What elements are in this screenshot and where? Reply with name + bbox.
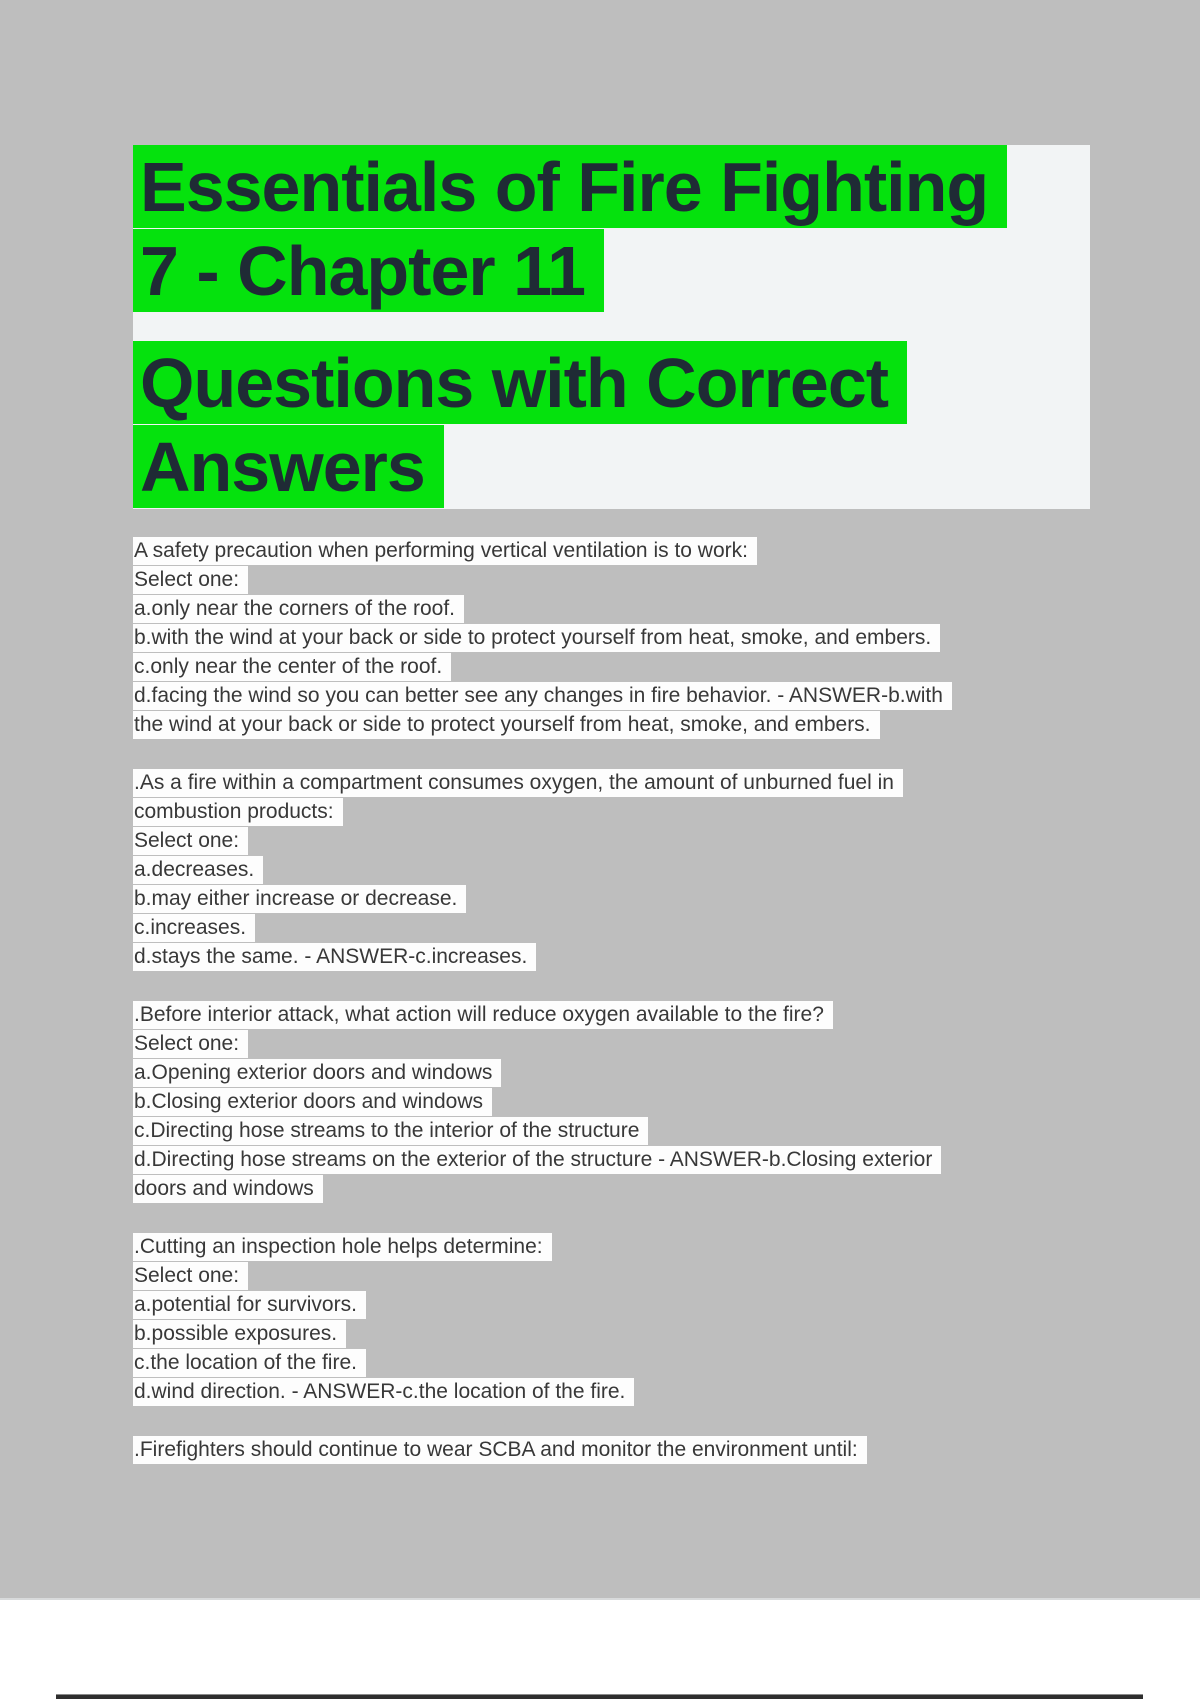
question-line-text: d.facing the wind so you can better see any changes in fire behavior. - ANSWER-b.with [133, 682, 952, 710]
question-line-text: .Before interior attack, what action will reduce oxygen available to the fire? [133, 1001, 833, 1029]
question-line-text: Select one: [133, 827, 248, 855]
question-line-text: b.may either increase or decrease. [133, 885, 466, 913]
page-bottom-margin [0, 1598, 1200, 1700]
question-line [133, 826, 1133, 855]
title-line-1: Essentials of Fire Fighting [133, 145, 1007, 228]
question-line-text: .As a fire within a compartment consumes oxygen, the amount of unburned fuel in [133, 769, 903, 797]
question-line [133, 1319, 1133, 1348]
question-line-text: a.only near the corners of the roof. [133, 595, 464, 623]
question-line [133, 1232, 1133, 1261]
question-line-text: c.increases. [133, 914, 255, 942]
question-line-text: b.possible exposures. [133, 1320, 346, 1348]
question-line-text: .Cutting an inspection hole helps determine: [133, 1233, 552, 1261]
question-2 [133, 768, 1133, 971]
question-line [133, 565, 1133, 594]
question-line-text: Select one: [133, 566, 248, 594]
question-line [133, 1087, 1133, 1116]
question-line-text: combustion products: [133, 798, 343, 826]
question-line [133, 652, 1133, 681]
question-line-text: c.Directing hose streams to the interior of the structure [133, 1117, 648, 1145]
question-line-text: a.Opening exterior doors and windows [133, 1059, 501, 1087]
title-row [133, 341, 1090, 425]
question-line [133, 855, 1133, 884]
question-4 [133, 1232, 1133, 1406]
question-line-text: Select one: [133, 1030, 248, 1058]
question-line [133, 1058, 1133, 1087]
question-line [133, 1174, 1133, 1203]
question-line-text: c.only near the center of the roof. [133, 653, 451, 681]
question-line [133, 1435, 1133, 1464]
question-line [133, 884, 1133, 913]
question-line-text: doors and windows [133, 1175, 323, 1203]
title-row [133, 425, 1090, 509]
question-line-text: d.Directing hose streams on the exterior of the structure - ANSWER-b.Closing exterior [133, 1146, 941, 1174]
title-line-3: Questions with Correct [133, 341, 907, 424]
question-line-text: Select one: [133, 1262, 248, 1290]
question-line [133, 1029, 1133, 1058]
question-5 [133, 1435, 1133, 1464]
question-3 [133, 1000, 1133, 1203]
question-line [133, 1290, 1133, 1319]
question-line-text: the wind at your back or side to protect yourself from heat, smoke, and embers. [133, 711, 880, 739]
question-line-text: a.decreases. [133, 856, 263, 884]
question-line [133, 681, 1133, 710]
question-line-text: d.stays the same. - ANSWER-c.increases. [133, 943, 536, 971]
question-line [133, 1261, 1133, 1290]
question-line [133, 1145, 1133, 1174]
question-line-text: b.with the wind at your back or side to protect yourself from heat, smoke, and embers. [133, 624, 940, 652]
question-line [133, 594, 1133, 623]
question-line-text: A safety precaution when performing vertical ventilation is to work: [133, 537, 757, 565]
next-page-edge-line [56, 1694, 1143, 1699]
question-line [133, 942, 1133, 971]
question-line [133, 913, 1133, 942]
question-line [133, 710, 1133, 739]
question-line [133, 1116, 1133, 1145]
question-line-text: d.wind direction. - ANSWER-c.the location of the fire. [133, 1378, 634, 1406]
question-line [133, 536, 1133, 565]
question-line [133, 797, 1133, 826]
question-text-block [133, 536, 1133, 1493]
title-row [133, 145, 1090, 229]
question-line [133, 1377, 1133, 1406]
question-1 [133, 536, 1133, 739]
question-line-text: a.potential for survivors. [133, 1291, 366, 1319]
question-line-text: b.Closing exterior doors and windows [133, 1088, 492, 1116]
question-line-text: c.the location of the fire. [133, 1349, 366, 1377]
title-sheet [133, 145, 1090, 509]
question-line [133, 768, 1133, 797]
question-line [133, 623, 1133, 652]
title-row [133, 229, 1090, 313]
title-line-2: 7 - Chapter 11 [133, 229, 604, 312]
title-line-4: Answers [133, 425, 444, 508]
question-line-text: .Firefighters should continue to wear SCBA and monitor the environment until: [133, 1436, 867, 1464]
question-line [133, 1000, 1133, 1029]
question-line [133, 1348, 1133, 1377]
